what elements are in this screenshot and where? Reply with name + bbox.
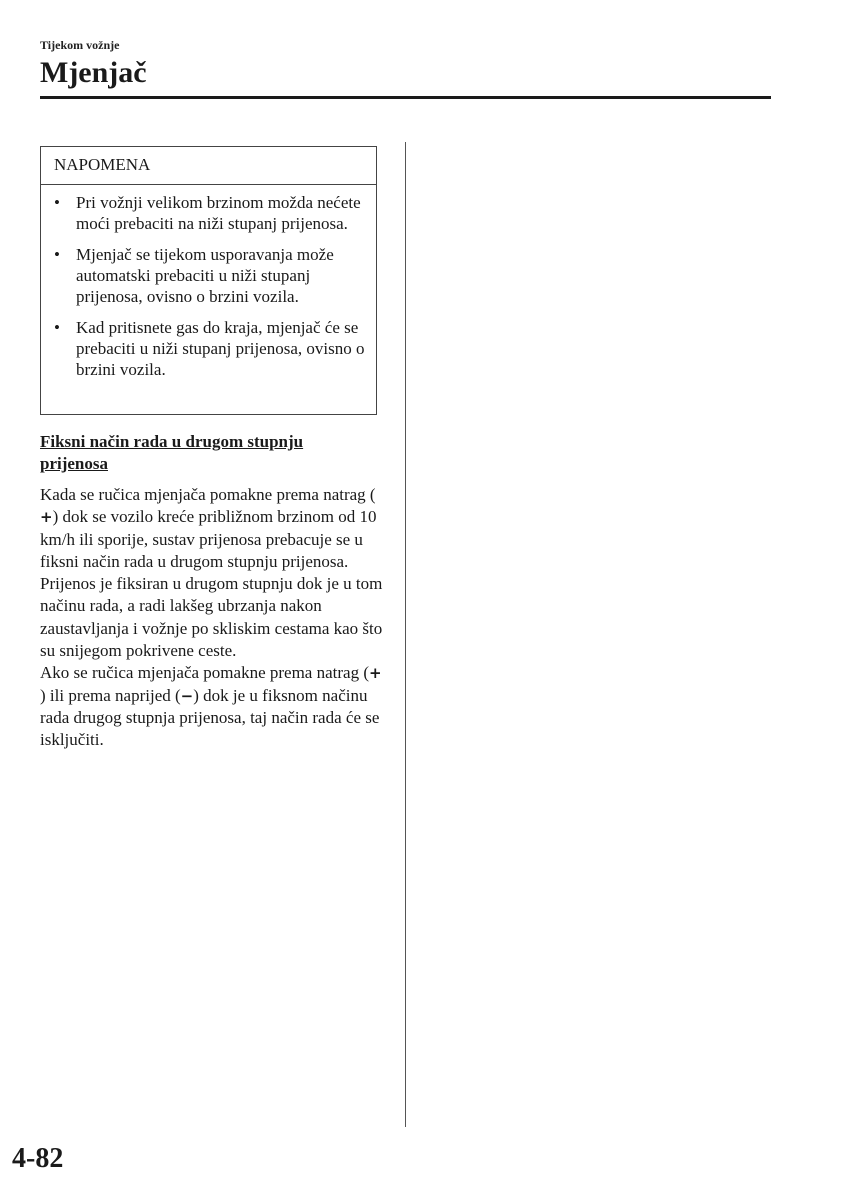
page-number: 4-82 (12, 1143, 64, 1174)
plus-icon: + (40, 508, 53, 527)
paragraph-1-text-b: ) dok se vozilo kreće približnom brzinom od 10 km/h ili sporije, sustav prijenosa prebacuje se u fiksni način rada u drugom stupnju prijenosa. Prijenos je fiksiran u drugom stupnju dok je u tom načinu rada, a radi lakšeg ubrzanja nakon zaustavljanja i vožnje po skliskim cestama kao što su snijegom pokrivene ceste. (40, 507, 383, 661)
note-item (54, 244, 370, 307)
column-divider (405, 142, 406, 1127)
paragraph-2 (40, 662, 385, 751)
note-list (41, 185, 376, 380)
note-title: NAPOMENA (41, 147, 376, 185)
paragraph-1 (40, 484, 385, 662)
header-rule (40, 96, 771, 99)
bullet-icon: • (54, 245, 60, 264)
paragraph-2-text-b: ) ili prema naprijed ( (40, 685, 181, 705)
minus-icon: − (180, 686, 194, 705)
paragraph-2-text-a: Ako se ručica mjenjača pomakne prema natrag ( (40, 663, 369, 683)
note-item (54, 192, 370, 234)
running-header-section: Tijekom vožnje (40, 38, 120, 52)
section-heading: Fiksni način rada u drugom stupnju prijenosa (40, 432, 304, 473)
note-item (54, 317, 370, 380)
note-item-text: Mjenjač se tijekom usporavanja može automatski prebaciti u niži stupanj prijenosa, ovisno o brzini vozila. (76, 245, 334, 306)
bullet-icon: • (54, 193, 60, 212)
paragraph-1-text-a: Kada se ručica mjenjača pomakne prema natrag ( (40, 485, 376, 504)
note-item-text: Pri vožnji velikom brzinom možda nećete moći prebaciti na niži stupanj prijenosa. (76, 193, 361, 233)
bullet-icon: • (54, 318, 60, 337)
section-body (40, 484, 385, 752)
paragraph-2-text-c: ) dok je u fiksnom načinu rada drugog stupnja prijenosa, taj način rada će se isključiti. (40, 685, 380, 750)
note-box (40, 146, 377, 415)
note-item-text: Kad pritisnete gas do kraja, mjenjač će se prebaciti u niži stupanj prijenosa, ovisno o brzini vozila. (76, 318, 365, 379)
page-title: Mjenjač (40, 56, 147, 89)
plus-icon: + (369, 664, 382, 683)
